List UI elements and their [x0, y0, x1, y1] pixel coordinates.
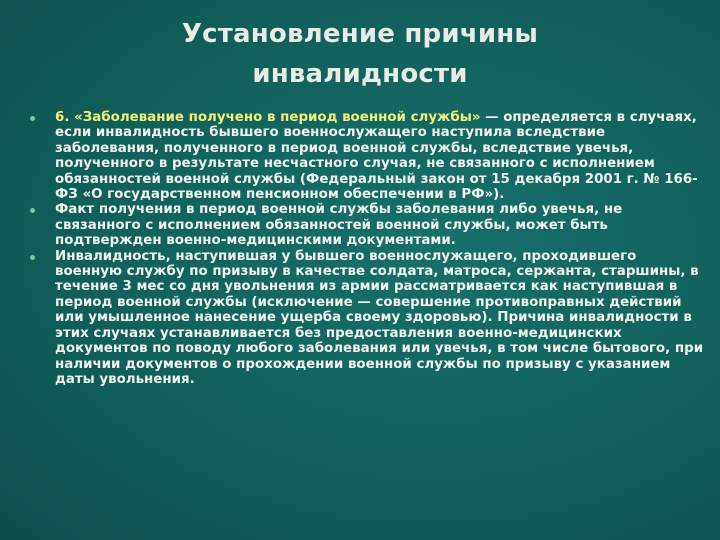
bullet-list [28, 110, 706, 387]
bullet-text: Факт получения в период военной службы заболевания либо увечья, не связанного с исполнением обязанностей военной службы, может быть подтвержден военно-медицинскими документами. [55, 202, 623, 249]
bullet-dot-icon [30, 116, 35, 121]
bullet-text: Инвалидность, наступившая у бывшего военнослужащего, проходившего военную службу по призыву в качестве солдата, матроса, сержанта, старшины, в течение 3 мес со дня увольнения из армии рассматривается как наступившая в период военной службы (исключение — совершение противоправных действий или умышленное нанесение ущерба своему здоровью). Причина инвалидности в этих случаях устанавливается без предоставления военно-медицинских документов по поводу любого заболевания или увечья, в том числе бытового, при наличии документов о прохождении военной службы по призыву с указанием даты увольнения. [55, 248, 704, 387]
slide-title-line-1: Установление причины [181, 19, 539, 49]
bullet-text: — определяется в случаях, если инвалидность бывшего военнослужащего наступила вследствие заболевания, полученного в период военной службы, вследствие увечья, полученного в результате несчастного случая, не связанного с исполнением обязанностей военной службы (Федеральный закон от 15 декабря 2001 г. № 166-ФЗ «О государственном пенсионном обеспечении в РФ»). [55, 110, 698, 203]
slide-title [60, 14, 660, 94]
bullet-dot-icon [30, 208, 35, 213]
bullet-item [28, 110, 706, 202]
bullet-dot-icon [30, 255, 35, 260]
bullet-item [28, 249, 706, 388]
slide-title-line-2: инвалидности [252, 59, 468, 89]
bullet-item [28, 202, 706, 248]
bullet-lead-text: 6. «Заболевание получено в период военной службы» [55, 110, 481, 125]
